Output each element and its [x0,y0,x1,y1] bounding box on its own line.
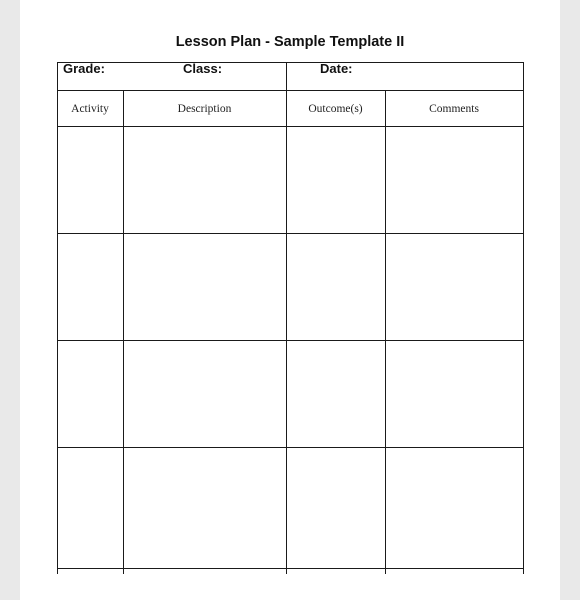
lesson-plan-table [57,62,524,582]
info-row-separator [286,62,287,90]
grade-label: Grade: [63,61,105,76]
column-header-comments: Comments [429,102,479,115]
column-header-outcomes: Outcome(s) [308,102,363,115]
class-label: Class: [183,61,223,76]
table-border-bottom [57,568,524,569]
column-header-activity: Activity [71,102,109,115]
table-row [57,340,524,447]
page-title: Lesson Plan - Sample Template II [175,34,405,50]
table-row [57,233,524,340]
table-row [57,126,524,233]
document-page [20,0,560,600]
column-header-description: Description [177,102,232,115]
table-row [57,447,524,568]
table-border-top [57,62,524,63]
date-label: Date: [320,61,353,76]
